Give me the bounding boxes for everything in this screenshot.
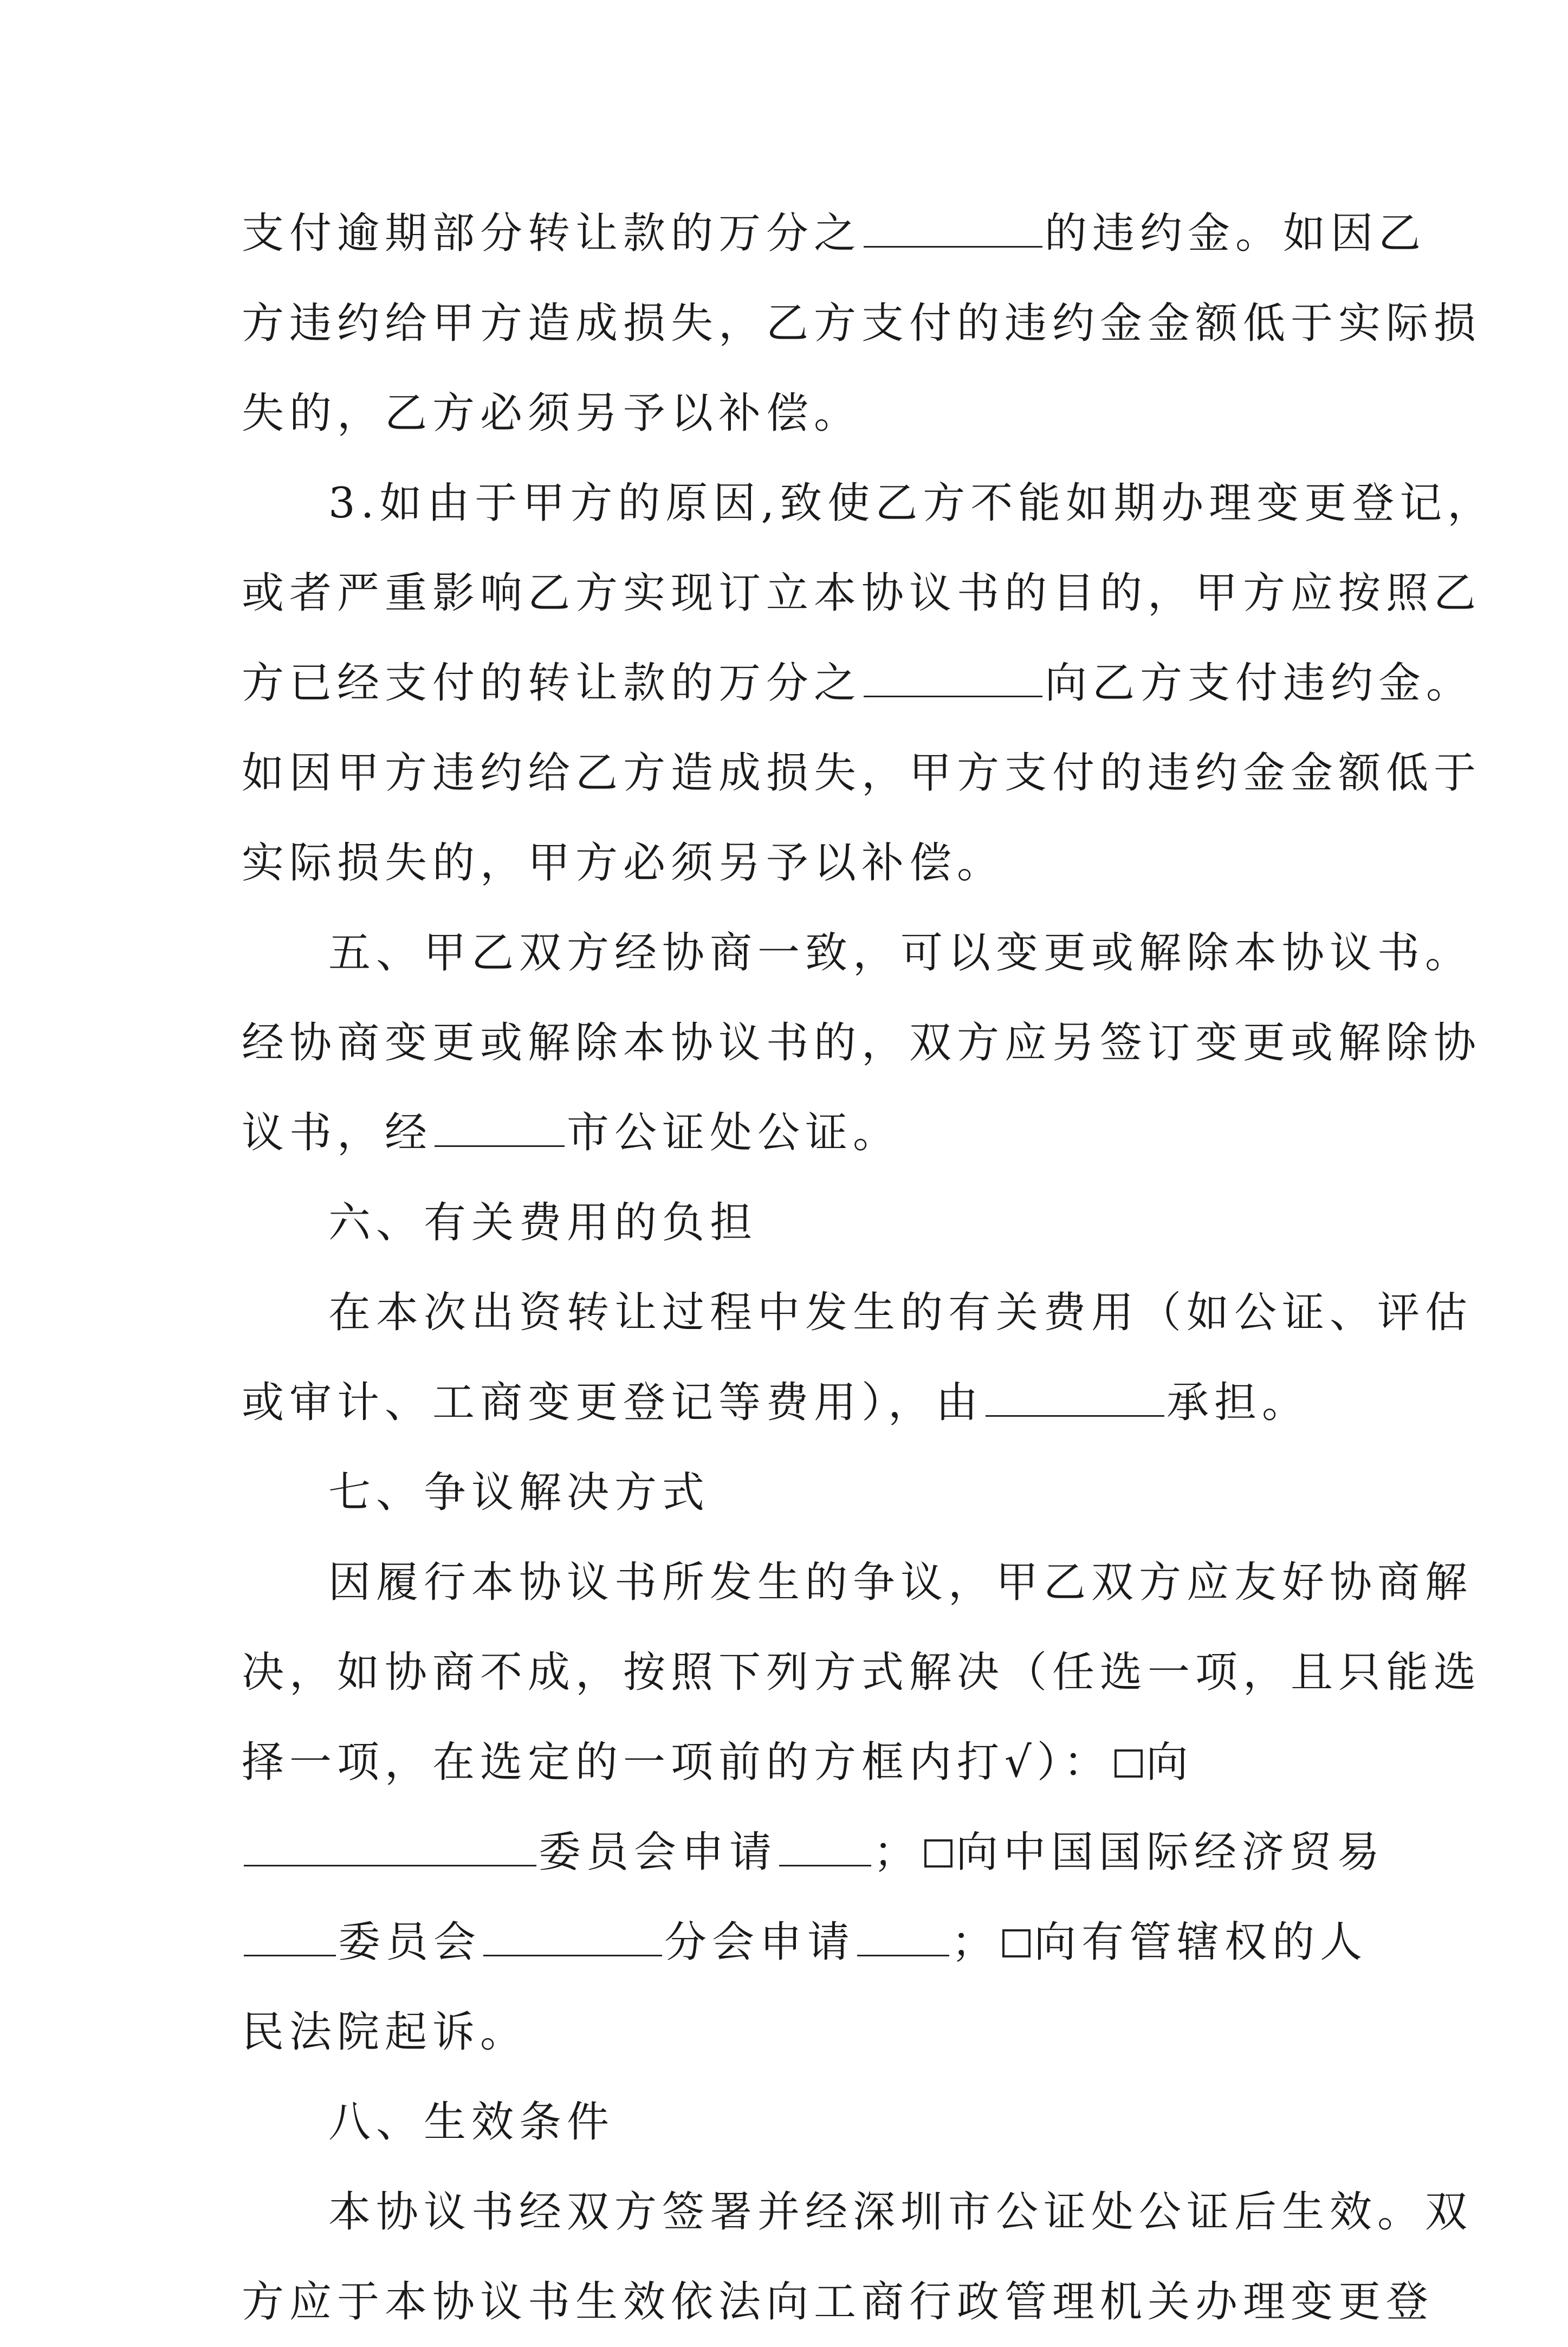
fill-blank[interactable] — [779, 1829, 871, 1866]
checkbox-option-3[interactable] — [1002, 1929, 1031, 1957]
text-line: 或审计、工商变更登记等费用），由 承担。 — [242, 1378, 1310, 1427]
text-line: 实际损失的，甲方必须另予以补偿。 — [242, 839, 1005, 887]
text-line: 方应于本协议书生效依法向工商行政管理机关办理变更登 — [242, 2278, 1434, 2326]
text-line: 议书，经 市公证处公证。 — [242, 1108, 901, 1157]
text-line: 或者严重影响乙方实现订立本协议书的目的，甲方应按照乙 — [242, 569, 1482, 618]
section-heading: 七、争议解决方式 — [328, 1468, 710, 1517]
text-line: 方违约给甲方造成损失，乙方支付的违约金金额低于实际损 — [242, 299, 1482, 348]
text-line: 委员会申请 ； 向中国国际经济贸易 — [242, 1807, 1342, 1897]
text-line: 委员会 分会申请 ； 向有管辖权的人 — [242, 1897, 1342, 1987]
text-line: 在本次出资转让过程中发生的有关费用（如公证、评估 — [328, 1288, 1473, 1337]
fill-blank[interactable] — [435, 1110, 565, 1147]
text-line: 决，如协商不成，按照下列方式解决（任选一项，且只能选 — [242, 1648, 1482, 1697]
text-line: 3.如由于甲方的原因,致使乙方不能如期办理变更登记， — [328, 479, 1495, 528]
text-line: 如因甲方违约给乙方造成损失，甲方支付的违约金金额低于 — [242, 749, 1482, 798]
fill-blank[interactable] — [864, 660, 1042, 697]
fill-blank[interactable] — [864, 210, 1042, 248]
fill-blank[interactable] — [483, 1919, 662, 1956]
fill-blank[interactable] — [244, 1829, 536, 1866]
section-heading: 八、生效条件 — [328, 2098, 615, 2147]
document-body — [242, 189, 1495, 2347]
text-line: 择一项，在选定的一项前的方框内打√）： 向 — [242, 1738, 1194, 1787]
section-heading: 五、甲乙双方经协商一致，可以变更或解除本协议书。 — [328, 929, 1473, 977]
fill-blank[interactable] — [857, 1919, 949, 1956]
fill-blank[interactable] — [986, 1379, 1164, 1417]
text-line: 经协商变更或解除本协议书的，双方应另签订变更或解除协 — [242, 1019, 1482, 1067]
text-line: 失的，乙方必须另予以补偿。 — [242, 389, 862, 438]
text-line: 支付逾期部分转让款的万分之 的违约金。如因乙 — [242, 209, 1427, 258]
text-line: 本协议书经双方签署并经深圳市公证处公证后生效。双 — [328, 2188, 1473, 2236]
text-line: 因履行本协议书所发生的争议，甲乙双方应友好协商解 — [328, 1558, 1473, 1607]
section-heading: 六、有关费用的负担 — [328, 1198, 758, 1247]
text-line: 方已经支付的转让款的万分之 向乙方支付违约金。 — [242, 659, 1474, 708]
checkbox-option-1[interactable] — [1115, 1749, 1143, 1778]
text-line: 民法院起诉。 — [242, 2008, 528, 2057]
checkbox-option-2[interactable] — [924, 1839, 953, 1868]
fill-blank[interactable] — [244, 1919, 336, 1956]
